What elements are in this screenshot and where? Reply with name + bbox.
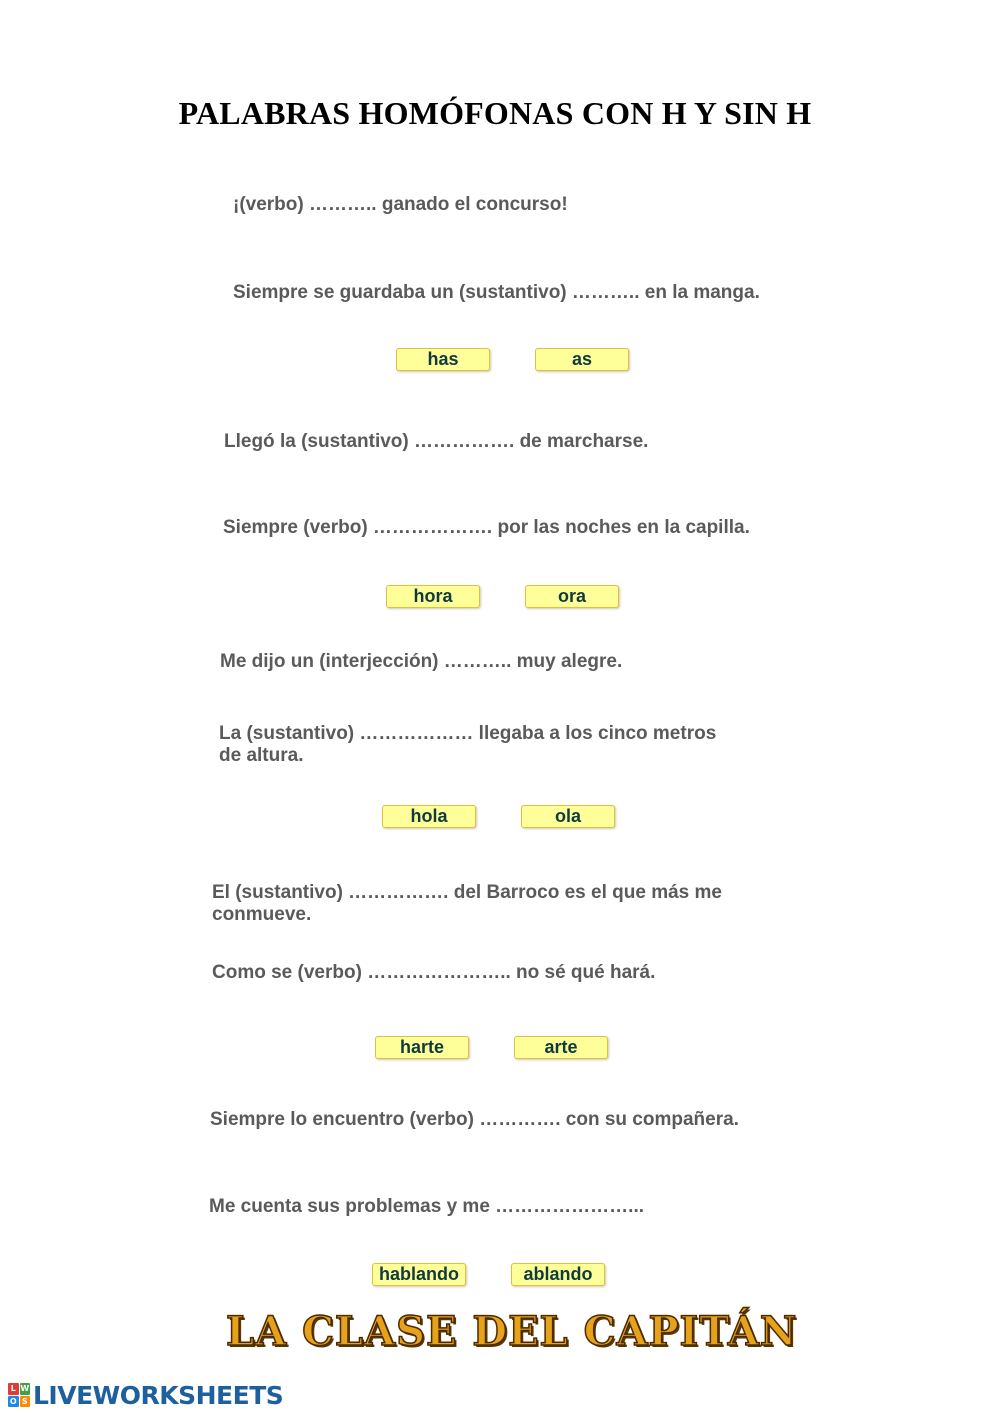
word-option-button[interactable]: hablando (372, 1263, 466, 1286)
sentence: El (sustantivo) ……………. del Barroco es el que más me conmueve. (212, 882, 722, 925)
sentence: Me cuenta sus problemas y me …………………... (209, 1196, 644, 1217)
liveworksheets-icon (8, 1383, 30, 1407)
word-option-button[interactable]: as (535, 348, 629, 371)
word-option-button[interactable]: hola (382, 805, 476, 828)
word-option-button[interactable]: arte (514, 1036, 608, 1059)
logo-letter: W (20, 1384, 30, 1394)
site-name: LIVEWORKSHEETS (33, 1380, 284, 1410)
sentence: Como se (verbo) ………………….. no sé qué hará. (212, 962, 656, 983)
word-option-button[interactable]: ola (521, 805, 615, 828)
logo-letter: L (8, 1383, 19, 1395)
sentence: Siempre se guardaba un (sustantivo) ……….. en la manga. (233, 282, 760, 303)
sentence: Me dijo un (interjección) ……….. muy alegre. (220, 651, 623, 672)
liveworksheets-logo[interactable] (8, 1380, 283, 1410)
logo-letter: S (20, 1396, 31, 1408)
sentence: La (sustantivo) ……………… llegaba a los cinco metros de altura. (219, 723, 717, 766)
sentence: ¡(verbo) ……….. ganado el concurso! (233, 194, 568, 215)
word-option-button[interactable]: harte (375, 1036, 469, 1059)
word-option-button[interactable]: hora (386, 585, 480, 608)
word-option-button[interactable]: has (396, 348, 490, 371)
page-title: PALABRAS HOMÓFONAS CON H Y SIN H (178, 95, 812, 131)
logo-letter: O (9, 1396, 17, 1406)
word-option-button[interactable]: ora (525, 585, 619, 608)
sentence: Siempre lo encuentro (verbo) …………. con su compañera. (210, 1109, 739, 1130)
sentence: Siempre (verbo) ………………. por las noches en la capilla. (223, 517, 750, 538)
brand-banner: LA CLASE DEL CAPITÁN (226, 1308, 798, 1355)
sentence: Llegó la (sustantivo) ……………. de marcharse. (224, 431, 649, 452)
word-option-button[interactable]: ablando (511, 1263, 605, 1286)
